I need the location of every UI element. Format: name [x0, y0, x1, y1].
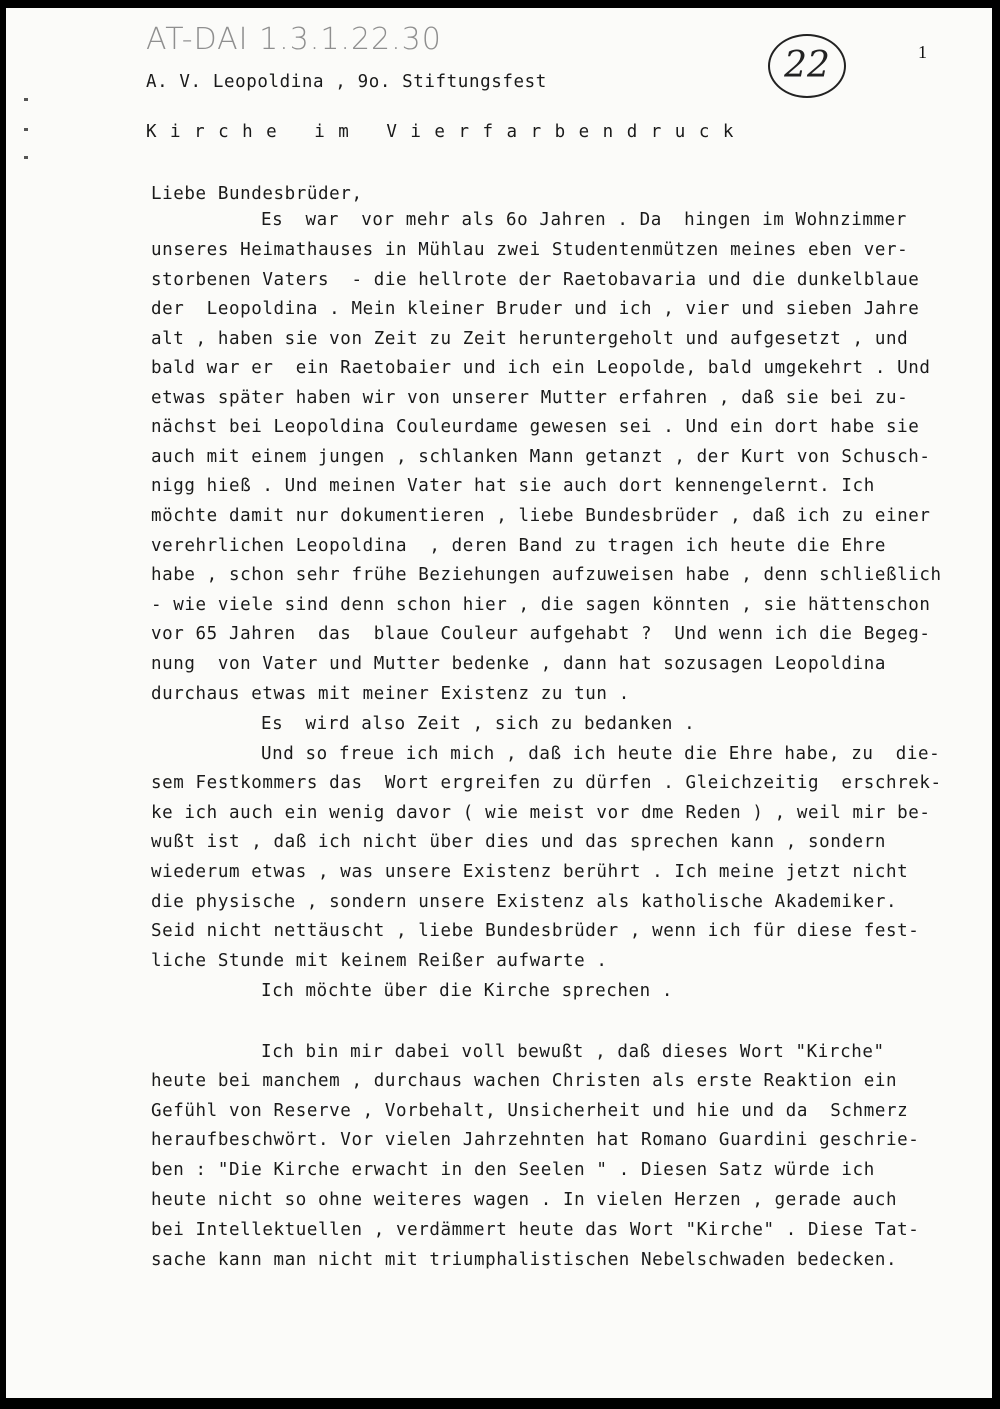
text-line: heraufbeschwört. Vor vielen Jahrzehnten hat Romano Guardini geschrie-: [151, 1130, 920, 1150]
margin-mark: [24, 128, 28, 131]
text-line: Und so freue ich mich , daß ich heute die Ehre habe, zu die-: [261, 744, 941, 764]
text-line: durchaus etwas mit meiner Existenz zu tun .: [151, 684, 630, 704]
text-line: Es wird also Zeit , sich zu bedanken .: [261, 714, 696, 734]
text-line: vor 65 Jahren das blaue Couleur aufgehabt ? Und wenn ich die Begeg-: [151, 624, 931, 644]
text-line: die physische , sondern unsere Existenz als katholische Akademiker.: [151, 892, 898, 912]
archive-reference: AT-DAI 1.3.1.22.30: [146, 22, 442, 57]
document-header: A. V. Leopoldina , 9o. Stiftungsfest: [146, 72, 547, 92]
text-line: heute nicht so ohne weiteres wagen . In vielen Herzen , gerade auch: [151, 1190, 898, 1210]
text-line: - wie viele sind denn schon hier , die sagen könnten , sie hättenschon: [151, 595, 931, 615]
text-line: ben : "Die Kirche erwacht in den Seelen " . Diesen Satz würde ich: [151, 1160, 875, 1180]
text-line: sem Festkommers das Wort ergreifen zu dürfen . Gleichzeitig erschrek-: [151, 773, 942, 793]
text-line: nigg hieß . Und meinen Vater hat sie auch dort kennengelernt. Ich: [151, 476, 875, 496]
text-line: bei Intellektuellen , verdämmert heute das Wort "Kirche" . Diese Tat-: [151, 1220, 920, 1240]
text-line: Ich möchte über die Kirche sprechen .: [261, 981, 674, 1001]
text-line: Ich bin mir dabei voll bewußt , daß dieses Wort "Kirche": [261, 1042, 885, 1062]
document-page: [6, 8, 992, 1398]
text-line: Seid nicht nettäuscht , liebe Bundesbrüder , wenn ich für diese fest-: [151, 921, 920, 941]
text-line: alt , haben sie von Zeit zu Zeit heruntergeholt und aufgesetzt , und: [151, 329, 909, 349]
text-line: wußt ist , daß ich nicht über dies und das sprechen kann , sondern: [151, 832, 886, 852]
text-line: ke ich auch ein wenig davor ( wie meist vor dme Reden ) , weil mir be-: [151, 803, 931, 823]
circled-page-number: 22: [768, 34, 846, 98]
text-line: heute bei manchem , durchaus wachen Christen als erste Reaktion ein: [151, 1071, 898, 1091]
document-title: Kirche im Vierfarbendruck: [146, 122, 747, 142]
text-line: unseres Heimathauses in Mühlau zwei Studentenmützen meines eben ver-: [151, 240, 909, 260]
text-line: habe , schon sehr frühe Beziehungen aufzuweisen habe , denn schließlich: [151, 565, 942, 585]
text-line: sache kann man nicht mit triumphalistischen Nebelschwaden bedecken.: [151, 1250, 898, 1270]
text-line: nächst bei Leopoldina Couleurdame gewesen sei . Und ein dort habe sie: [151, 417, 920, 437]
text-line: der Leopoldina . Mein kleiner Bruder und ich , vier und sieben Jahre: [151, 299, 920, 319]
salutation: Liebe Bundesbrüder,: [151, 184, 363, 204]
text-line: storbenen Vaters - die hellrote der Raetobavaria und die dunkelblaue: [151, 270, 920, 290]
text-line: etwas später haben wir von unserer Mutter erfahren , daß sie bei zu-: [151, 388, 909, 408]
page-number: 1: [918, 42, 927, 62]
text-line: verehrlichen Leopoldina , deren Band zu tragen ich heute die Ehre: [151, 536, 886, 556]
text-line: auch mit einem jungen , schlanken Mann getanzt , der Kurt von Schusch-: [151, 447, 931, 467]
text-line: nung von Vater und Mutter bedenke , dann hat sozusagen Leopoldina: [151, 654, 886, 674]
margin-mark: [24, 98, 28, 101]
margin-mark: [24, 156, 28, 159]
text-line: liche Stunde mit keinem Reißer aufwarte .: [151, 951, 608, 971]
text-line: bald war er ein Raetobaier und ich ein Leopolde, bald umgekehrt . Und: [151, 358, 931, 378]
text-line: möchte damit nur dokumentieren , liebe Bundesbrüder , daß ich zu einer: [151, 506, 931, 526]
text-line: Gefühl von Reserve , Vorbehalt, Unsicherheit und hie und da Schmerz: [151, 1101, 909, 1121]
text-line: wiederum etwas , was unsere Existenz berührt . Ich meine jetzt nicht: [151, 862, 909, 882]
text-line: Es war vor mehr als 6o Jahren . Da hingen im Wohnzimmer: [261, 210, 907, 230]
